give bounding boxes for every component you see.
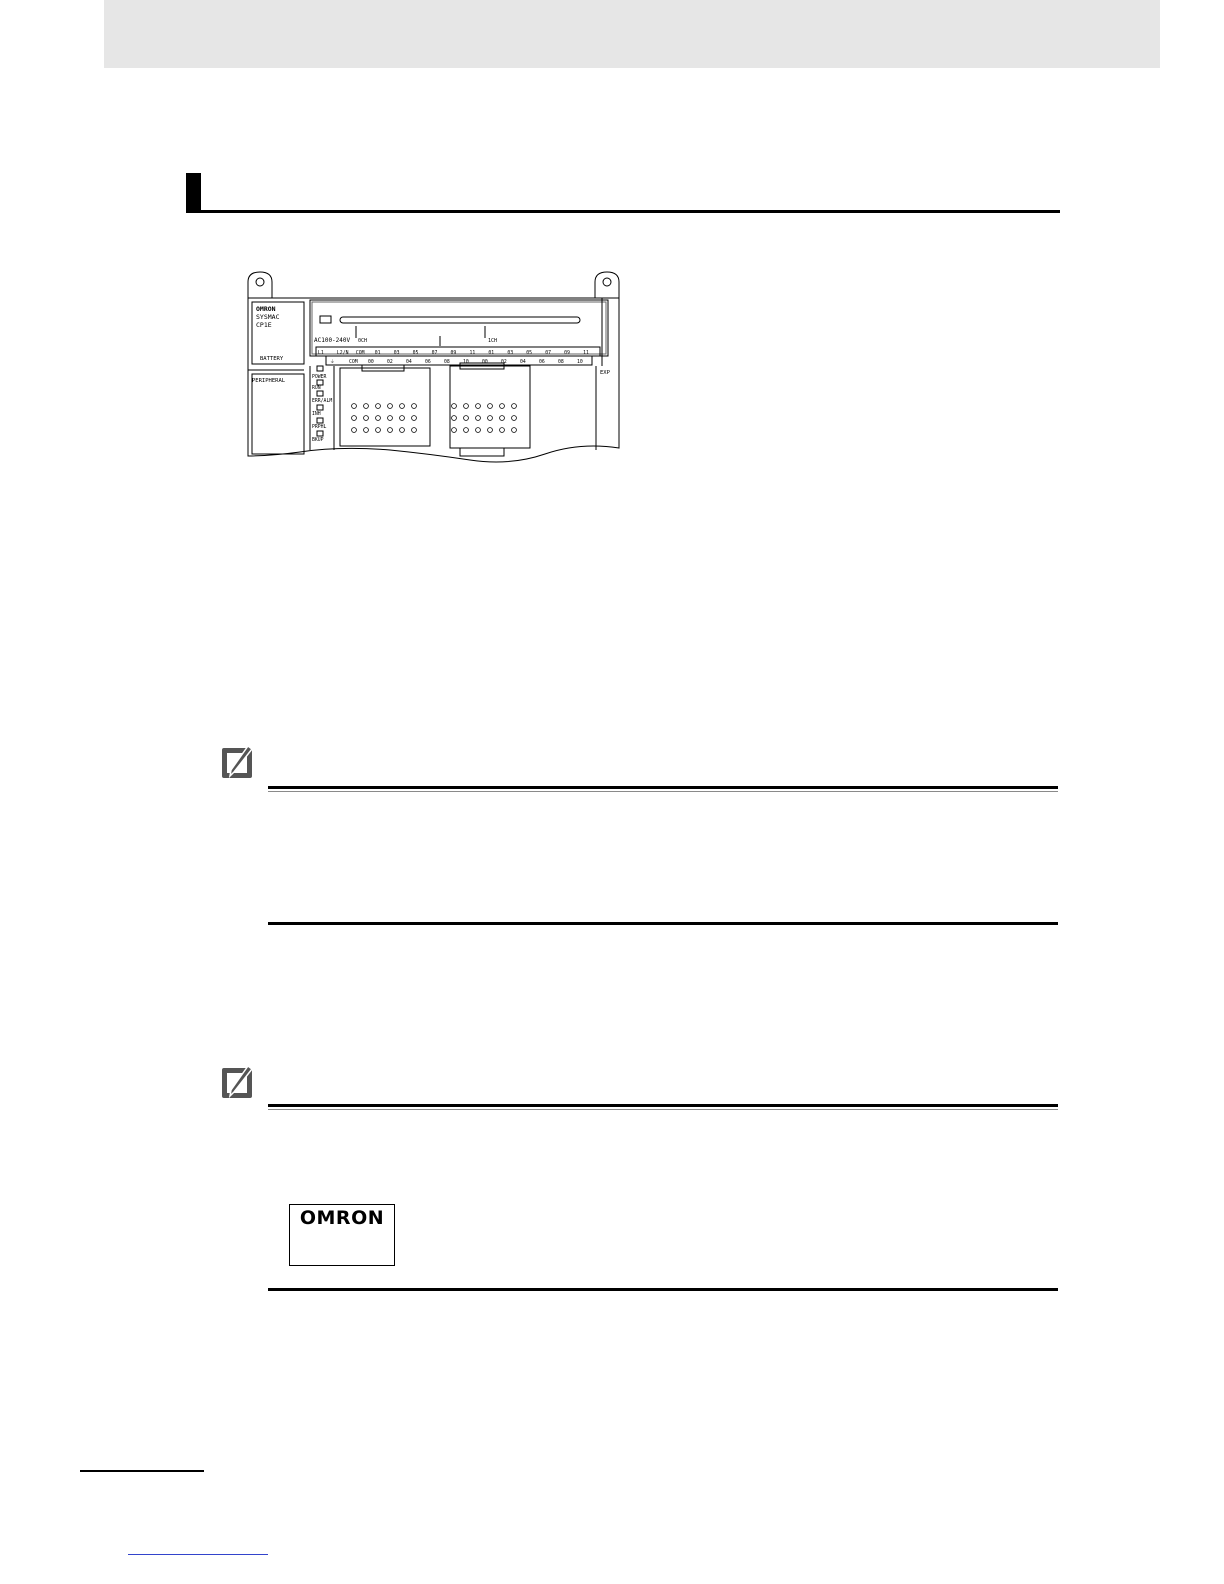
brand-label: OMRON xyxy=(256,305,276,313)
connector-pin xyxy=(476,428,481,433)
terminal-label: 09 xyxy=(450,351,457,356)
terminal-label: 00 xyxy=(368,360,374,365)
indicator-label: ERR/ALM xyxy=(312,399,333,404)
terminal-label: 08 xyxy=(444,360,450,365)
indicator-label: PRPHL xyxy=(312,425,327,430)
ch1-label: 1CH xyxy=(488,338,498,344)
terminal-label: 02 xyxy=(501,360,507,365)
connector-pin xyxy=(388,428,393,433)
connector-pin xyxy=(412,428,417,433)
connector-pin xyxy=(364,416,369,421)
terminal-label: 08 xyxy=(558,360,564,365)
connector-pin xyxy=(452,428,457,433)
connector-pin xyxy=(488,404,493,409)
note-bottom-rule xyxy=(268,922,1058,925)
exp-label: EXP xyxy=(600,370,610,376)
connector-pin xyxy=(488,416,493,421)
connector-pin xyxy=(488,428,493,433)
omron-logo: OMRON xyxy=(299,1207,385,1229)
connector-pin xyxy=(364,404,369,409)
terminal-label: 07 xyxy=(545,351,551,356)
connector-pin xyxy=(500,428,505,433)
terminal-label: 09 xyxy=(564,351,570,356)
power-spec-label: AC100-240V xyxy=(314,337,351,344)
indicator-label: INH xyxy=(312,412,321,417)
connector-pin xyxy=(464,428,469,433)
model-line2: CP1E xyxy=(256,321,272,329)
connector-pin xyxy=(464,416,469,421)
connector-pin xyxy=(512,428,517,433)
connector-pin xyxy=(464,404,469,409)
terminal-label: 04 xyxy=(406,360,412,365)
model-line1: SYSMAC xyxy=(256,313,280,321)
terminal-label: 06 xyxy=(539,360,545,365)
connector-pin xyxy=(400,428,405,433)
note-top-rule xyxy=(268,1104,1058,1107)
note-top-rule-thin xyxy=(268,1109,1058,1110)
terminal-label: COM xyxy=(349,360,358,365)
terminal-label: 01 xyxy=(374,351,381,356)
terminal-label: 04 xyxy=(520,360,526,365)
connector-pin xyxy=(400,416,405,421)
note-top-rule xyxy=(268,786,1058,789)
indicator-label: BKUP xyxy=(312,438,324,443)
note-bottom-rule xyxy=(268,1288,1058,1291)
omron-logo-box xyxy=(289,1204,395,1266)
section-rule xyxy=(186,210,1060,213)
connector-pin xyxy=(500,404,505,409)
indicator-label: RUN xyxy=(312,386,321,391)
battery-label: BATTERY xyxy=(260,356,284,362)
terminal-label: 03 xyxy=(507,351,514,356)
terminal-label: ⏚ xyxy=(330,360,335,365)
plc-front-view-diagram xyxy=(240,270,630,470)
connector-pin xyxy=(376,404,381,409)
connector-pin xyxy=(512,404,517,409)
terminal-label: 10 xyxy=(577,360,583,365)
footer-link-underline[interactable] xyxy=(128,1554,268,1555)
header-band xyxy=(104,0,1160,68)
terminal-label: 05 xyxy=(526,351,533,356)
terminal-label: L1 xyxy=(318,351,324,356)
connector-pin xyxy=(364,428,369,433)
connector-pin xyxy=(388,416,393,421)
terminal-label: 06 xyxy=(425,360,431,365)
terminal-label: 01 xyxy=(488,351,495,356)
terminal-label: 00 xyxy=(482,360,488,365)
terminal-label: 07 xyxy=(431,351,438,356)
terminal-label: COM xyxy=(355,351,365,356)
connector-pin xyxy=(352,404,357,409)
terminal-label: L2/N xyxy=(336,351,349,356)
connector-pin xyxy=(412,416,417,421)
indicator-label: POWER xyxy=(312,375,327,380)
connector-pin xyxy=(352,416,357,421)
connector-pin xyxy=(400,404,405,409)
terminal-label: 02 xyxy=(387,360,393,365)
connector-pin xyxy=(452,416,457,421)
terminal-label: 11 xyxy=(469,351,476,356)
pencil-note-icon xyxy=(220,742,258,780)
terminal-label: 10 xyxy=(463,360,469,365)
connector-pin xyxy=(376,428,381,433)
terminal-label: 05 xyxy=(412,351,419,356)
peripheral-label: PERIPHERAL xyxy=(252,378,286,384)
connector-pin xyxy=(512,416,517,421)
ch0-label: 0CH xyxy=(358,338,368,344)
section-marker xyxy=(186,173,201,213)
connector-pin xyxy=(500,416,505,421)
connector-pin xyxy=(376,416,381,421)
connector-pin xyxy=(352,428,357,433)
footer-rule xyxy=(80,1470,204,1472)
note-top-rule-thin xyxy=(268,791,1058,792)
connector-pin xyxy=(476,404,481,409)
terminal-label: 03 xyxy=(393,351,400,356)
connector-pin xyxy=(412,404,417,409)
pencil-note-icon xyxy=(220,1062,258,1100)
terminal-label: 11 xyxy=(583,351,589,356)
connector-pin xyxy=(388,404,393,409)
connector-pin xyxy=(476,416,481,421)
connector-pin xyxy=(452,404,457,409)
